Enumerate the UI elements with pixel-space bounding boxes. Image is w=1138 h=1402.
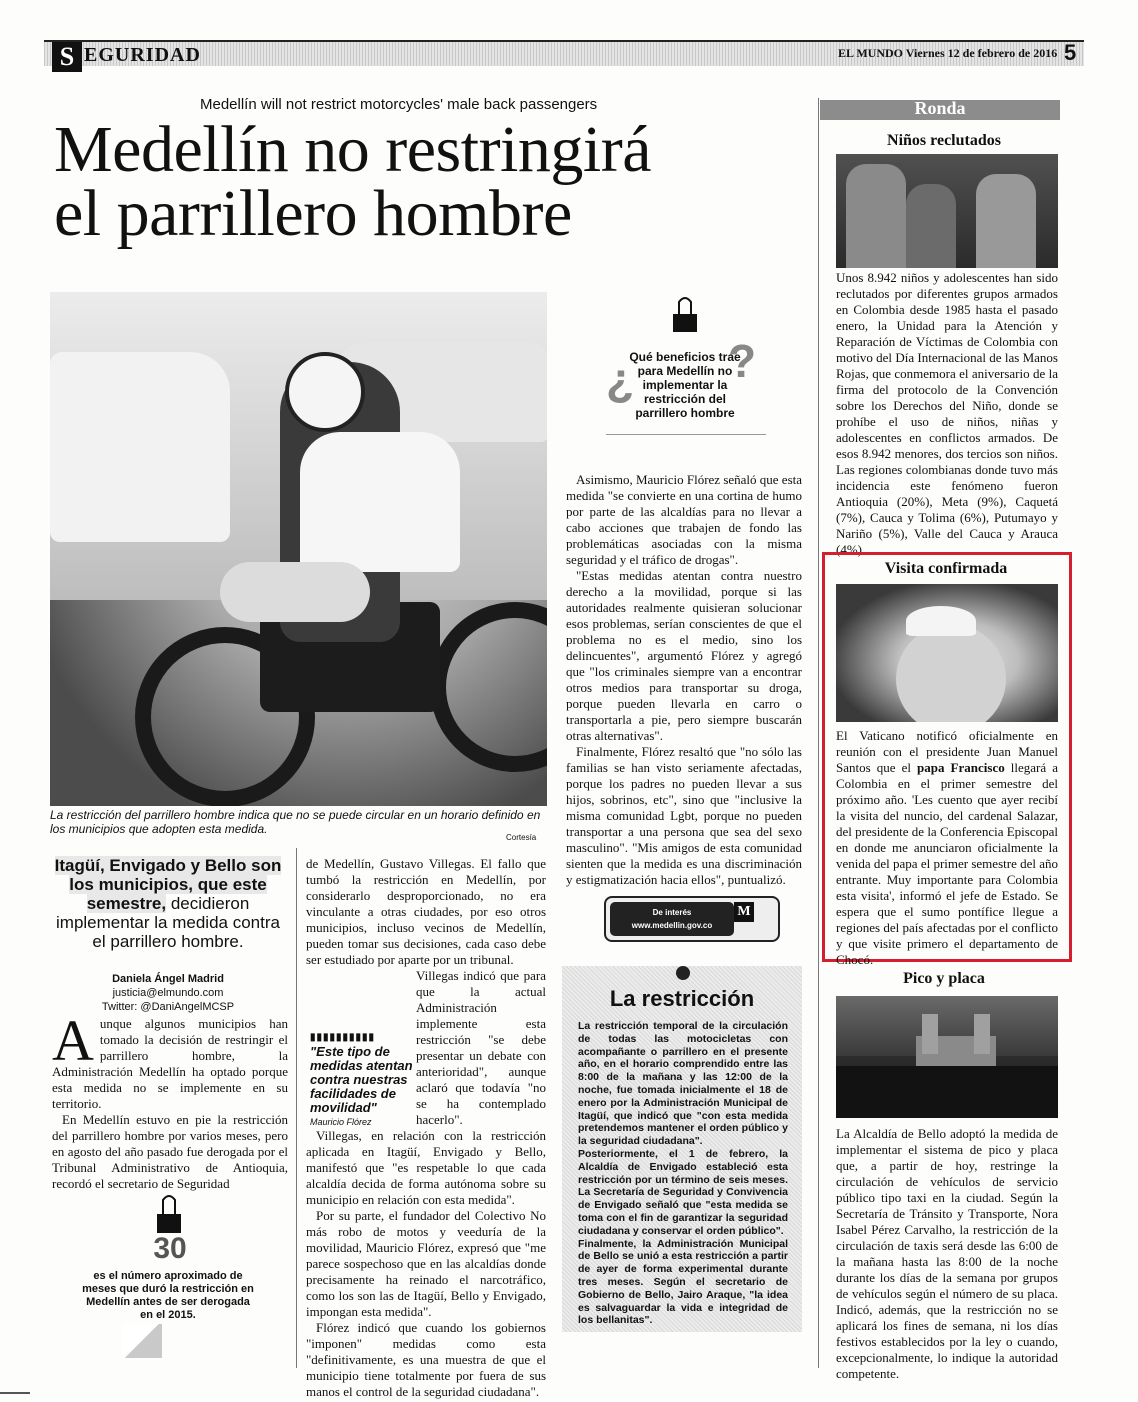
interest-url[interactable]: www.medellin.gov.co [631,921,713,930]
page-number: 5 [1064,40,1077,65]
paragraph: unque algunos municipios han tomado la decisión de restringir el parrillero hombre, la Administración Medellín ha optado porque esta medida no se implemente en su territorio. [52,1016,288,1111]
quote-bar-icon: ▮▮▮▮▮▮▮▮▮▮ [310,1032,376,1043]
visita-text-part: llegará a Colombia en el primer semestre del próximo año. 'Les cuento que ayer recibí la visita del nuncio, del cardenal Salazar, del presidente de la Conferencia Episcopal en donde me anunciaron oficialmente la venida del papa el primer semestre del año entrante. Muy importante para Colombia esta visita', informó el jefe de Estado. Se espera que el sumo pontífice llegue a regiones del país afectadas por el conflicto y que visite primero el departamento de Chocó. [836,760,1058,967]
pope-photo [836,584,1058,722]
restriccion-text [578,1020,788,1327]
section-name: EGURIDAD [84,44,201,66]
section-letter: S [52,42,82,72]
question-mark-open-icon: ¿ [606,353,635,405]
quote-text: "Este tipo de medidas atentan contra nuestras facilidades de movilidad" [310,1044,413,1115]
column-rule [296,848,297,1368]
ronda-title: Ronda [914,98,966,118]
author-twitter[interactable]: Twitter: @DaniAngelMCSP [101,1001,235,1013]
crop-mark [0,1392,30,1394]
paper-date: EL MUNDO Viernes 12 de febrero de 2016 [838,46,1058,60]
binder-clip-icon [670,294,700,334]
mundo-logo-icon: M [734,902,754,922]
visita-text-part: El Vaticano notificó oficialmente en reunión con el presidente Juan Manuel Santos que el [836,728,1058,775]
interest-label: De interés [652,908,692,917]
deck-highlight: Itagüí, Envigado y Bello son los municipios, que este semestre, [54,856,282,913]
church-photo [836,996,1058,1118]
paragraph: En Medellín estuvo en pie la restricción del parrillero hombre por varios meses, pero en agosto del año pasado fue derogada por el Tribunal Administrativo de Antioquia, recordó el secretario de Seguridad [52,1112,288,1191]
paragraph: de Medellín, Gustavo Villegas. El fallo que tumbó la restricción en Medellín, por considerarlo desproporcionado, no era vinculante a otras ciudades, por eso otros municipios, incluso vecinos de Medellín, pueden tomar sus decisiones, cada caso debe ser estudiado por aparte por un tribunal. [306,856,546,967]
author-name: Daniela Ángel Madrid [112,973,224,985]
headline-line-1: Medellín no restringirá [54,113,652,186]
deck-rest: decidieron implementar la medida contra el parrillero hombre. [56,894,280,951]
pico-text: La Alcaldía de Bello adoptó la medida de implementar el sistema de pico y placa que, a partir de hoy, restringe la circulación de vehículos de servicio público tipo taxi en la ciudad. Según la Secretaría de Tránsito y Transporte, Nora Isabel Pérez Carvalho, la restricción de la circulación de taxis será desde las 6:00 de la mañana hasta las 8:00 de la noche durante los días de la semana por grupos de vehículos según el número de su placa. Indicó, además, que la restricción no se aplicará los fines de semana, ni los días festivos establecidos por la ley o cuando, excepcionalmente, lo indique la autoridad competente. [836,1126,1058,1381]
article-subtitle: Medellín will not restrict motorcycles' male back passengers [200,96,598,113]
paragraph: Finalmente, Flórez resaltó que "no sólo las familias se han visto seriamente afectadas, porque los padres no pueden llevar a sus hijos, sobrinos, etc", sino que "inclusive la misma comunidad Lgbt, porque no pueden transportar a una persona que sea del sexo masculino". "Mis amigos de esta comunidad sienten que la medida es una discriminación y estigmatización hacia ellos", puntualizó. [566,744,802,887]
paragraph: Flórez indicó que cuando los gobiernos "imponen" medidas como esta "definitivamente, es una muestra de que el municipio tiene totalmente por fuera de sus manos el control de la seguridad ciudadana". [306,1320,546,1399]
article-column-1 [52,1008,288,1192]
ninos-photo [836,154,1058,268]
motorcycle-photo [50,292,547,806]
paragraph: Villegas, en relación con la restricción aplicada en Itagüí, Envigado y Bello, manifestó que "es respetable lo que cada alcaldía decida de forma autónoma sobre su municipio en relación con esta medida". [306,1128,546,1207]
paragraph: Asimismo, Mauricio Flórez señaló que esta medida "se convierte en una cortina de humo por parte de las alcaldías para no llevar a cabo acciones que trabajen de fondo las problemáticas asociadas con la misma seguridad y el tráfico de drogas". [566,472,803,567]
article-column-3 [566,472,802,888]
ninos-title: Niños reclutados [887,132,1001,149]
headline-line-2: el parrillero hombre [54,177,572,250]
question-mark-close-icon: ? [728,335,757,387]
quote-author: Mauricio Flórez [310,1117,372,1127]
question-box-text: Qué beneficios trae para Medellín no implementar la restricción del parrillero hombre [629,350,741,420]
paragraph: "Estas medidas atentan contra nuestro derecho a la movilidad, porque si las autoridades realmente quisieran solucionar esos problemas, serían conscientes de que el problema no es el medio, sino los delincuentes", argumentó Flórez y agregó que "los criminales siempre van a encontrar otros medios para transportar su droga, porque pueden llevarla en carro o transportarla a pie, pero siempre buscarán otras alternativas". [566,568,802,743]
author-email[interactable]: justicia@elmundo.com [112,987,224,999]
photo-credit: Cortesía [506,833,537,842]
paragraph: Villegas indicó que para que la actual Administración implemente esta restricción "se debe presentar un debate con anterioridad", aunque aclaró que todavía "no se ha contemplado hacerlo". [416,968,546,1127]
visita-title: Visita confirmada [884,560,1008,577]
article-deck [52,856,284,951]
paragraph: Finalmente, la Administración Municipal de Bello se unió a esta restricción a partir de ayer de forma experimental durante tres meses. Según el secretario de Gobierno de Bello, Jairo Araque, "la idea es salvaguardar la vida e integridad de los bellanitas". [578,1237,788,1327]
paragraph: Posteriormente, el 1 de febrero, la Alcaldía de Envigado estableció esta restricción por un término de seis meses. La Secretaría de Seguridad y Convivencia de Envigado señaló que "esta medida se toma con el fin de garantizar la seguridad ciudadana y conservar el orden público". [578,1147,788,1237]
visita-text [836,728,1058,968]
pin-icon [676,966,690,980]
paragraph: La restricción temporal de la circulación de todas las motocicletas con acompañante o parrillero en el presente año, en el horario comprendido entre las 8:00 de la mañana y las 12:00 de la noche, fue tomada inicialmente el 18 de enero por la Administración Municipal de Itagüí, que indicó que "con esta medida pretendemos mantener el orden público y la seguridad ciudadana". [578,1020,788,1148]
binder-clip-icon [156,1192,182,1234]
article-headline [54,113,814,250]
column-rule [818,98,819,1368]
article-column-2 [306,856,546,1400]
drop-cap: A [52,1008,94,1073]
page-curl-decoration [122,1324,162,1358]
paragraph: Por su parte, el fundador del Colectivo No más robo de motos y veeduría de la movilidad, Mauricio Flórez, expresó que "me parece sospechoso que en las alcaldías donde precisamente ha reinado el narcotráfico, como los son las de Itagüí, Bello y Envigado, impongan esta medida". [306,1208,546,1319]
visita-bold: papa Francisco [917,760,1005,775]
question-divider [606,434,766,435]
pull-quote [310,1032,414,1127]
restriccion-title: La restricción [609,986,755,1011]
photo-caption: La restricción del parrillero hombre indica que no se puede circular en un horario definido en los municipios que adopten esta medida. [50,808,541,836]
pico-title: Pico y placa [903,970,985,987]
stat-number: 30 [153,1232,187,1265]
ninos-text: Unos 8.942 niños y adolescentes han sido reclutados por diferentes grupos armados en Colombia desde 1985 hasta el pasado enero, la Unidad para la Atención y Reparación de Víctimas de Colombia con motivo del Día Internacional de las Manos Rojas, que conmemora el aniversario de la firma del protocolo de la Convención sobre los Derechos del Niño, donde se prohíbe el uso de niños, niñas y adolescentes en conflictos armados. De esos 8.942 menores, dos tercios son niños. Las regiones colombianas donde tuvo más incidencia este fenómeno fueron Antioquia (20%), Meta (9%), Caquetá (7%), Cauca y Tolima (6%), Putumayo y Nariño (5%), Valle del Cauca y Arauca (4%). [836,270,1058,557]
stat-description: es el número aproximado de meses que duró la restricción en Medellín antes de ser derogada en el 2015. [82,1270,254,1321]
